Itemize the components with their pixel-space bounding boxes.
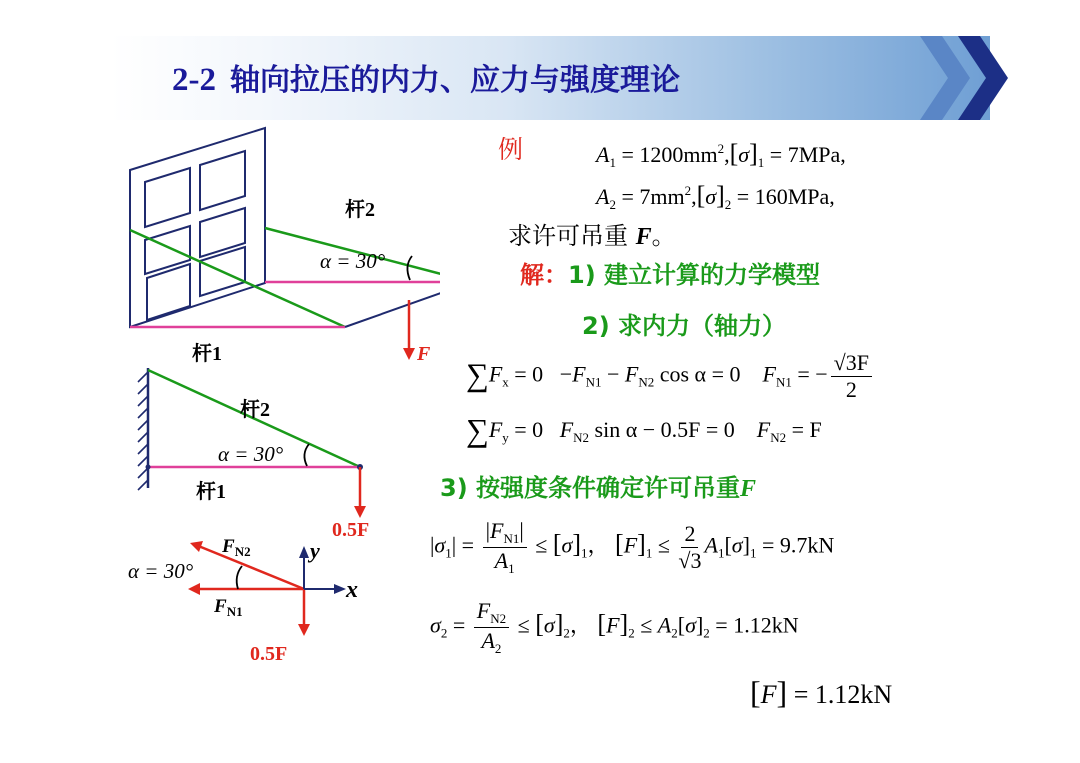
rod1-label-top: 杆1	[192, 343, 222, 365]
example-label: 例	[498, 135, 524, 164]
wall-panel	[130, 128, 265, 327]
equation-1: $\sum F_x = 0 -F_{N1} - F_{N2}$ cos α = 0 $F_{N1}$ = − $\frac{√3F}{2}$	[466, 352, 875, 401]
banner-chevrons	[920, 36, 1010, 120]
strength-eq-2: $\sigma_2$ = $\frac{F_{N2}}{A_2}$ ≤ $[\sigma]_2$， $[F]_2 \le A_2[\sigma]_2 = 1.12kN$	[430, 598, 799, 656]
given-line-1: $A_1 = 1200mm^2,[\sigma]_1 = 7MPa$,	[596, 139, 846, 170]
step-2: 2) 求内力（轴力）	[582, 312, 787, 340]
rod2-label-2d: 杆2	[240, 399, 270, 421]
half-F-label-fbd: 0.5F	[250, 643, 288, 665]
fn1-label: $F_{N1}$	[214, 596, 243, 619]
page-title: 2-2 轴向拉压的内力、应力与强度理论	[172, 62, 680, 98]
rod1-label-2d: 杆1	[196, 481, 226, 503]
strength-eq-1: $|\sigma_1|$ = $\frac{|F_{N1}|}{A_1}$ ≤ $[\sigma]_1$， $[F]_1$ ≤ $\frac{2}{√3}$ $A_1[\sigma]_1 = 9.7kN$	[430, 518, 835, 576]
final-answer: [F] = 1.12kN	[750, 674, 893, 710]
given-line-2: $A_2 = 7mm^2,[\sigma]_2 = 160MPa$,	[596, 181, 835, 212]
angle-label-top: α = 30°	[320, 249, 386, 273]
fn2-label: $F_{N2}$	[222, 536, 251, 559]
step-1: 解：1) 建立计算的力学模型	[520, 261, 821, 289]
step-3: 3) 按强度条件确定许可吊重F	[440, 474, 757, 502]
half-F-label-top: 0.5F	[332, 519, 370, 541]
force-F-label: F	[417, 343, 431, 365]
equation-2: $\sum F_y = 0$ $F_{N2}$ sin α − 0.5F = 0 $F_{N2} = F$	[466, 412, 822, 448]
rod2-label-top: 杆2	[345, 199, 375, 221]
y-axis-label: y	[310, 538, 320, 563]
angle-label-fbd: α = 30°	[128, 559, 194, 583]
x-axis-label: x	[346, 577, 358, 603]
angle-label-2d: α = 30°	[218, 442, 284, 466]
question-text: 求许可吊重 F。	[508, 222, 676, 250]
mechanics-figure	[110, 120, 440, 680]
